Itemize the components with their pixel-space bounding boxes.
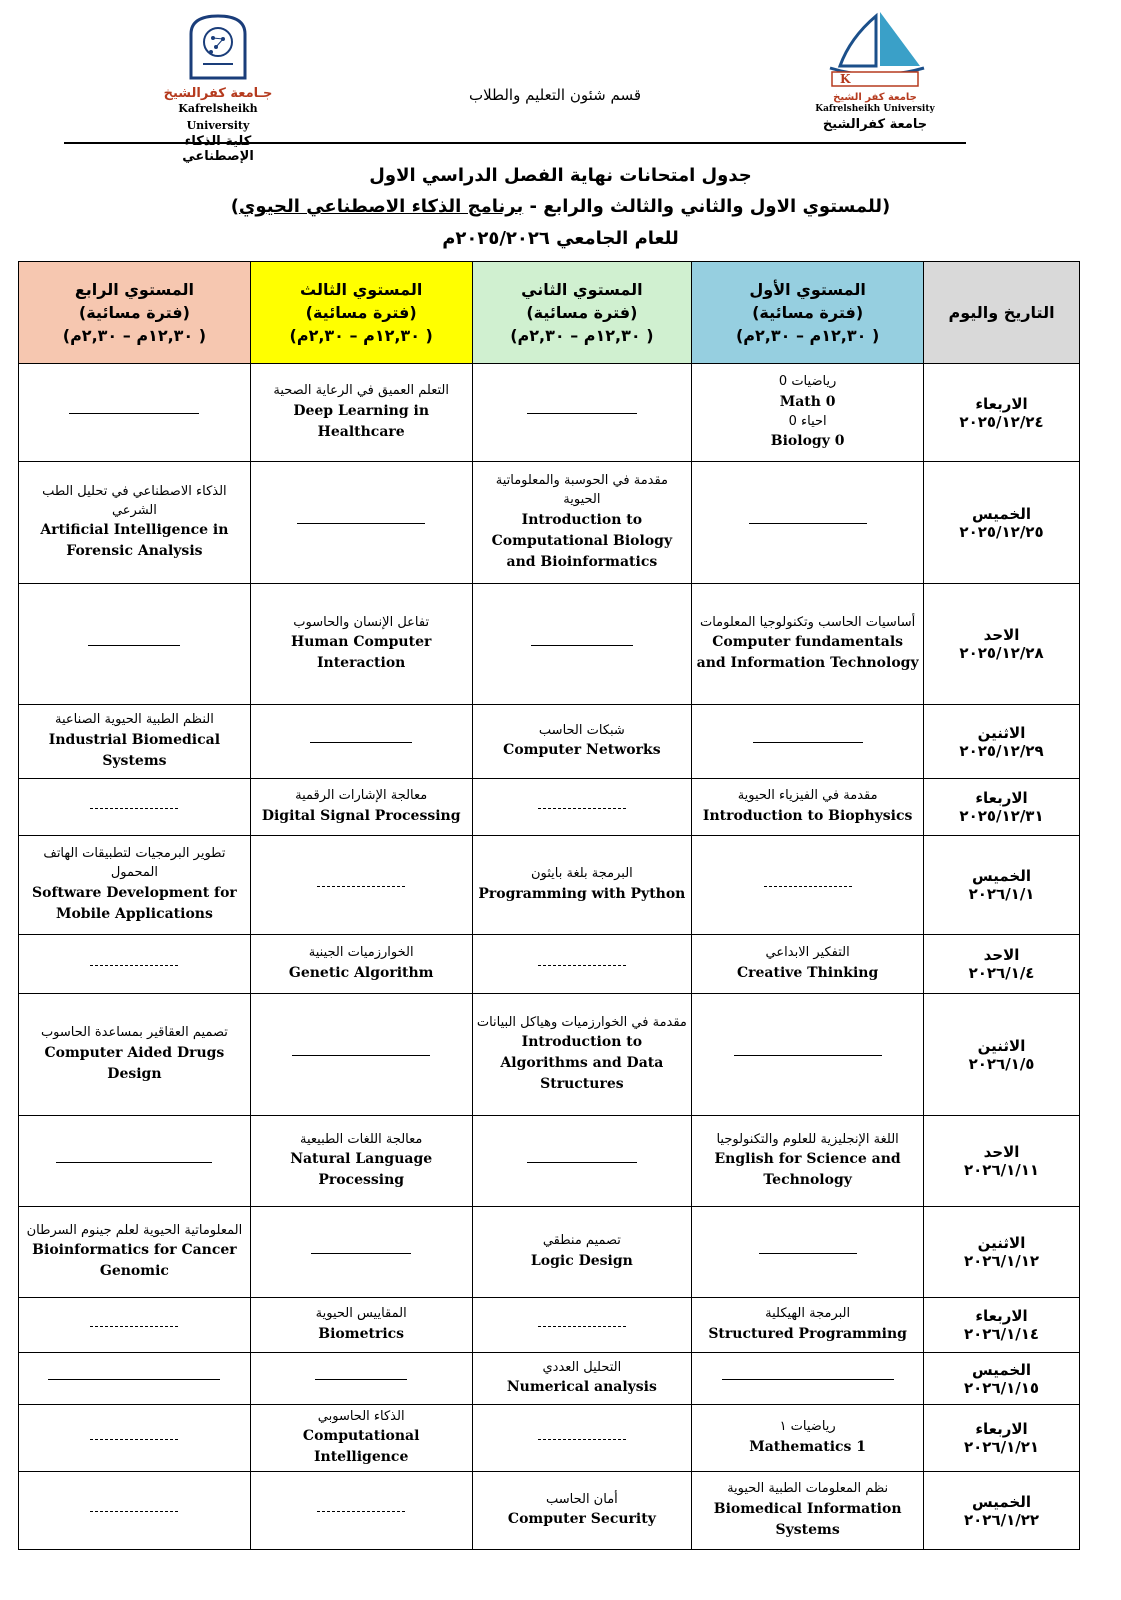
exam-day: الخميس	[972, 867, 1031, 885]
no-exam-dash	[48, 1379, 220, 1380]
exam-cell-l1	[692, 364, 924, 462]
department-name: قسم شئون التعليم والطلاب	[468, 86, 642, 104]
header-divider	[64, 142, 966, 144]
course-name-arabic: معالجة الإشارات الرقمية	[295, 788, 428, 804]
left-logo-english: Kafrelsheikh University	[178, 102, 258, 132]
course-name-arabic: تصميم العقاقير بمساعدة الحاسوب	[40, 1025, 228, 1041]
sailboat-logo-icon	[820, 8, 930, 88]
exam-cell-l1	[692, 462, 924, 584]
level-4-header	[19, 262, 251, 364]
course-name-english: Genetic Algorithm	[288, 964, 434, 981]
no-exam-dash	[311, 1253, 411, 1254]
exam-cell-l3	[250, 705, 472, 779]
no-exam-dash	[88, 645, 180, 646]
course-name-english: Introduction to Computational Biology and Bioinformatics	[491, 511, 673, 570]
exam-cell-l1	[692, 836, 924, 935]
exam-cell-l3	[250, 779, 472, 836]
level-1-time: ( ١٢,٣٠م – ٢,٣٠م)	[735, 326, 880, 346]
table-row	[19, 584, 1080, 705]
no-exam-dash	[297, 523, 425, 524]
exam-date: ٢٠٢٦/١/١٤	[964, 1325, 1040, 1343]
course-name-english: Computational Intelligence	[302, 1428, 420, 1466]
no-exam-dash	[764, 886, 852, 887]
no-exam-dash	[538, 808, 626, 809]
no-exam-dash	[69, 413, 199, 414]
course-name-arabic: مقدمة في الخوارزميات وهياكل البيانات	[476, 1014, 687, 1030]
exam-cell-l2	[472, 364, 692, 462]
exam-date: ٢٠٢٦/١/٢٢	[964, 1510, 1040, 1529]
right-logo-english: Kafrelsheikh University	[815, 104, 935, 114]
date-cell	[924, 1405, 1080, 1472]
exam-date: ٢٠٢٦/١/١١	[964, 1161, 1040, 1179]
no-exam-dash	[531, 645, 633, 646]
date-cell	[924, 462, 1080, 584]
left-logo-caption: الإصطناعي	[182, 149, 254, 164]
faculty-logo	[148, 12, 288, 164]
course-name-arabic: التفكير الابداعي	[765, 945, 850, 961]
exam-day: الخميس	[972, 1360, 1031, 1379]
course-name-english: Industrial Biomedical Systems	[48, 731, 221, 769]
exam-cell-l3	[250, 462, 472, 584]
exam-date: ٢٠٢٦/١/١٢	[964, 1252, 1040, 1270]
table-row	[19, 1353, 1080, 1405]
exam-day: الاثنين	[977, 1234, 1026, 1252]
course-name-arabic: التعلم العميق في الرعاية الصحية	[273, 383, 449, 399]
exam-cell-l2	[472, 1353, 692, 1405]
table-body	[19, 364, 1080, 1550]
exam-day: الخميس	[972, 1492, 1031, 1511]
no-exam-dash	[527, 413, 637, 414]
exam-day: الاحد	[983, 946, 1020, 964]
exam-cell-l4	[19, 994, 251, 1116]
exam-cell-l1	[692, 1116, 924, 1207]
course-name-arabic: الخوارزميات الجينية	[308, 945, 414, 961]
course-name-arabic: التحليل العددي	[542, 1359, 622, 1375]
exam-cell-l2	[472, 1116, 692, 1207]
university-logo	[810, 8, 940, 138]
course-name-arabic: شبكات الحاسب	[538, 722, 625, 738]
no-exam-dash	[538, 1439, 626, 1440]
exam-cell-l2	[472, 994, 692, 1116]
exam-cell-l3	[250, 1207, 472, 1298]
table-header-row	[19, 262, 1080, 364]
exam-cell-l4	[19, 364, 251, 462]
exam-cell-l1	[692, 584, 924, 705]
exam-date: ٢٠٢٥/١٢/٣١	[959, 807, 1044, 825]
course-name-arabic: مقدمة في الفيزياء الحيوية	[737, 788, 878, 804]
exam-cell-l2	[472, 584, 692, 705]
course-name-english: Math 0	[779, 393, 836, 410]
course-name-arabic: أمان الحاسب	[545, 1491, 618, 1507]
exam-date: ٢٠٢٦/١/١٥	[964, 1378, 1040, 1397]
level-4-time: ( ١٢,٣٠م – ٢,٣٠م)	[62, 326, 207, 346]
course-name-english: Human Computer Interaction	[291, 634, 432, 672]
date-cell	[924, 1472, 1080, 1550]
exam-cell-l1	[692, 1353, 924, 1405]
course-name-english: Computer fundamentals and Information Technology	[696, 634, 919, 672]
no-exam-dash	[527, 1162, 637, 1163]
exam-cell-l2	[472, 1207, 692, 1298]
level-1-title: المستوي الأول	[749, 279, 866, 299]
exam-cell-l1	[692, 935, 924, 994]
exam-cell-l3	[250, 994, 472, 1116]
course-name-arabic: تطوير البرمجيات لتطبيقات الهاتف المحمول	[43, 846, 226, 880]
exam-cell-l2	[472, 836, 692, 935]
level-2-time: ( ١٢,٣٠م – ٢,٣٠م)	[510, 326, 654, 346]
table-row	[19, 935, 1080, 994]
course-name-arabic: تفاعل الإنسان والحاسوب	[293, 614, 430, 630]
exam-day: الاحد	[983, 626, 1020, 644]
exam-schedule-table	[18, 261, 1080, 1550]
course-name-english: Biology 0	[770, 433, 845, 450]
course-name-english: Software Development for Mobile Applications	[32, 884, 237, 922]
level-3-title: المستوي الثالث	[300, 279, 423, 299]
exam-cell-l1	[692, 779, 924, 836]
no-exam-dash	[538, 965, 626, 966]
course-name-arabic: نظم المعلومات الطبية الحيوية	[727, 1481, 889, 1497]
exam-date: ٢٠٢٦/١/١	[968, 885, 1035, 903]
title-line-2-end: )	[230, 196, 239, 217]
level-3-header	[250, 262, 472, 364]
level-4-title: المستوي الرابع	[74, 279, 194, 299]
no-exam-dash	[292, 1055, 430, 1056]
date-cell	[924, 779, 1080, 836]
course-name-arabic: الذكاء الاصطناعي في تحليل الطب الشرعي	[42, 483, 227, 518]
course-name-english: Logic Design	[530, 1252, 633, 1269]
academic-year: للعام الجامعي ٢٠٢٥/٢٠٢٦م	[442, 228, 679, 249]
course-name-english: Biometrics	[318, 1325, 405, 1342]
level-3-period: (فترة مسائية)	[305, 302, 417, 322]
date-cell	[924, 935, 1080, 994]
course-name-arabic: احياء 0	[788, 413, 827, 429]
course-name-arabic: الذكاء الحاسوبي	[317, 1408, 405, 1424]
exam-date: ٢٠٢٥/١٢/٢٤	[959, 412, 1044, 431]
exam-cell-l3	[250, 1353, 472, 1405]
exam-cell-l4	[19, 1353, 251, 1405]
table-row	[19, 779, 1080, 836]
exam-cell-l2	[472, 1405, 692, 1472]
exam-cell-l4	[19, 1405, 251, 1472]
date-cell	[924, 584, 1080, 705]
table-row	[19, 364, 1080, 462]
exam-cell-l1	[692, 1472, 924, 1550]
no-exam-dash	[734, 1055, 882, 1056]
date-header: التاريخ واليوم	[924, 262, 1080, 364]
exam-cell-l2	[472, 705, 692, 779]
exam-cell-l2	[472, 935, 692, 994]
course-name-english: Introduction to Algorithms and Data Structures	[500, 1034, 664, 1093]
exam-cell-l3	[250, 1472, 472, 1550]
level-3-time: ( ١٢,٣٠م – ٢,٣٠م)	[289, 326, 433, 346]
course-name-english: Computer Networks	[503, 742, 661, 759]
table-row	[19, 1405, 1080, 1472]
no-exam-dash	[90, 808, 178, 809]
date-cell	[924, 1298, 1080, 1353]
no-exam-dash	[56, 1162, 212, 1163]
table-row	[19, 994, 1080, 1116]
date-cell	[924, 705, 1080, 779]
course-name-arabic: أساسيات الحاسب وتكنولوجيا المعلومات	[699, 614, 916, 630]
exam-cell-l2	[472, 779, 692, 836]
level-4-period: (فترة مسائية)	[78, 302, 190, 322]
no-exam-dash	[753, 742, 863, 743]
no-exam-dash	[722, 1379, 894, 1380]
right-logo-arabic: جامعة كفر الشيخ	[833, 92, 917, 103]
exam-date: ٢٠٢٦/١/٥	[968, 1054, 1035, 1073]
exam-cell-l3	[250, 836, 472, 935]
course-name-arabic: مقدمة في الحوسبة والمعلوماتية الحيوية	[495, 473, 669, 507]
table-row	[19, 836, 1080, 935]
course-name-arabic: المعلوماتية الحيوية لعلم جينوم السرطان	[26, 1222, 243, 1238]
exam-day: الاربعاء	[975, 789, 1028, 807]
table-row	[19, 705, 1080, 779]
course-name-arabic: تصميم منطقي	[542, 1233, 621, 1249]
course-name-english: Natural Language Processing	[290, 1151, 433, 1189]
left-logo-arabic: جـامعة كفرالشيخ	[163, 86, 273, 101]
level-2-title: المستوي الثاني	[521, 279, 643, 299]
no-exam-dash	[310, 742, 412, 743]
exam-day: الخميس	[972, 504, 1031, 523]
exam-cell-l1	[692, 1405, 924, 1472]
date-cell	[924, 364, 1080, 462]
no-exam-dash	[315, 1379, 407, 1380]
page-header	[0, 0, 1121, 164]
exam-cell-l4	[19, 935, 251, 994]
exam-day: الاثنين	[977, 1036, 1026, 1055]
course-name-arabic: النظم الطبية الحيوية الصناعية	[54, 712, 214, 728]
exam-day: الاثنين	[977, 723, 1026, 742]
course-name-arabic: البرمجة بلغة بايثون	[530, 866, 633, 882]
right-logo-caption: جامعة كفرالشيخ	[822, 116, 928, 132]
no-exam-dash	[90, 1326, 178, 1327]
no-exam-dash	[317, 1511, 405, 1512]
no-exam-dash	[90, 965, 178, 966]
course-name-english: Biomedical Information Systems	[713, 1500, 902, 1538]
no-exam-dash	[759, 1253, 857, 1254]
exam-cell-l4	[19, 1472, 251, 1550]
exam-cell-l1	[692, 1207, 924, 1298]
course-name-arabic: المقاييس الحيوية	[315, 1306, 407, 1322]
no-exam-dash	[538, 1326, 626, 1327]
title-line-2-start: (للمستوي الاول والثاني والثالث والرابع -	[523, 196, 891, 217]
exam-cell-l4	[19, 836, 251, 935]
exam-cell-l4	[19, 1298, 251, 1353]
course-name-english: Creative Thinking	[736, 964, 879, 981]
exam-cell-l4	[19, 584, 251, 705]
faculty-logo-emblem-icon	[183, 12, 253, 82]
exam-cell-l3	[250, 364, 472, 462]
date-cell	[924, 1353, 1080, 1405]
exam-date: ٢٠٢٥/١٢/٢٩	[959, 741, 1044, 760]
table-row	[19, 1207, 1080, 1298]
level-2-header	[472, 262, 692, 364]
course-name-english: Computer Aided Drugs Design	[44, 1044, 225, 1082]
exam-cell-l1	[692, 705, 924, 779]
level-2-period: (فترة مسائية)	[526, 302, 638, 322]
table-row	[19, 462, 1080, 584]
exam-day: الاربعاء	[975, 1420, 1028, 1438]
level-1-period: (فترة مسائية)	[752, 302, 864, 322]
exam-cell-l2	[472, 1472, 692, 1550]
exam-cell-l3	[250, 1405, 472, 1472]
no-exam-dash	[317, 886, 405, 887]
course-name-english: Artificial Intelligence in Forensic Analysis	[40, 522, 229, 560]
date-cell	[924, 836, 1080, 935]
level-1-header	[692, 262, 924, 364]
title-line-2	[0, 196, 1121, 217]
exam-day: الاحد	[983, 1143, 1020, 1161]
course-name-english: Introduction to Biophysics	[702, 807, 913, 824]
no-exam-dash	[90, 1511, 178, 1512]
course-name-arabic: اللغة الإنجليزية للعلوم والتكنولوجيا	[716, 1131, 899, 1147]
course-name-english: Numerical analysis	[506, 1379, 657, 1396]
exam-day: الاربعاء	[975, 1307, 1028, 1325]
course-name-arabic: رياضيات ١	[779, 1419, 836, 1435]
exam-date: ٢٠٢٦/١/٢١	[964, 1438, 1040, 1456]
course-name-arabic: معالجة اللغات الطبيعية	[299, 1131, 423, 1147]
title-line-1: جدول امتحانات نهاية الفصل الدراسي الاول	[369, 165, 752, 186]
exam-cell-l1	[692, 1298, 924, 1353]
exam-cell-l3	[250, 1298, 472, 1353]
table-row	[19, 1298, 1080, 1353]
exam-cell-l4	[19, 779, 251, 836]
program-name: برنامج الذكاء الاصطناعي الحيوي	[238, 196, 524, 217]
course-name-english: Bioinformatics for Cancer Genomic	[32, 1242, 237, 1280]
table-row	[19, 1116, 1080, 1207]
exam-cell-l4	[19, 1116, 251, 1207]
exam-cell-l4	[19, 462, 251, 584]
course-name-arabic: البرمجة الهيكلية	[765, 1306, 851, 1322]
exam-cell-l4	[19, 1207, 251, 1298]
exam-cell-l2	[472, 1298, 692, 1353]
exam-date: ٢٠٢٥/١٢/٢٨	[959, 644, 1044, 662]
exam-date: ٢٠٢٥/١٢/٢٥	[959, 522, 1044, 541]
exam-day: الاربعاء	[975, 394, 1028, 413]
course-name-english: Deep Learning in Healthcare	[293, 402, 429, 440]
exam-cell-l3	[250, 584, 472, 705]
course-name-arabic: رياضيات 0	[778, 373, 837, 389]
exam-cell-l4	[19, 705, 251, 779]
no-exam-dash	[749, 523, 867, 524]
date-cell	[924, 994, 1080, 1116]
exam-cell-l3	[250, 1116, 472, 1207]
course-name-english: Programming with Python	[478, 885, 686, 902]
course-name-english: Mathematics 1	[749, 1438, 867, 1455]
date-cell	[924, 1116, 1080, 1207]
no-exam-dash	[90, 1439, 178, 1440]
course-name-english: English for Science and Technology	[714, 1151, 901, 1189]
svg-text:K: K	[840, 72, 851, 86]
exam-date: ٢٠٢٦/١/٤	[968, 964, 1035, 982]
exam-cell-l1	[692, 994, 924, 1116]
course-name-english: Digital Signal Processing	[261, 807, 461, 824]
course-name-english: Structured Programming	[708, 1325, 907, 1342]
exam-cell-l3	[250, 935, 472, 994]
date-cell	[924, 1207, 1080, 1298]
table-row	[19, 1472, 1080, 1550]
exam-cell-l2	[472, 462, 692, 584]
course-name-english: Computer Security	[507, 1511, 656, 1528]
